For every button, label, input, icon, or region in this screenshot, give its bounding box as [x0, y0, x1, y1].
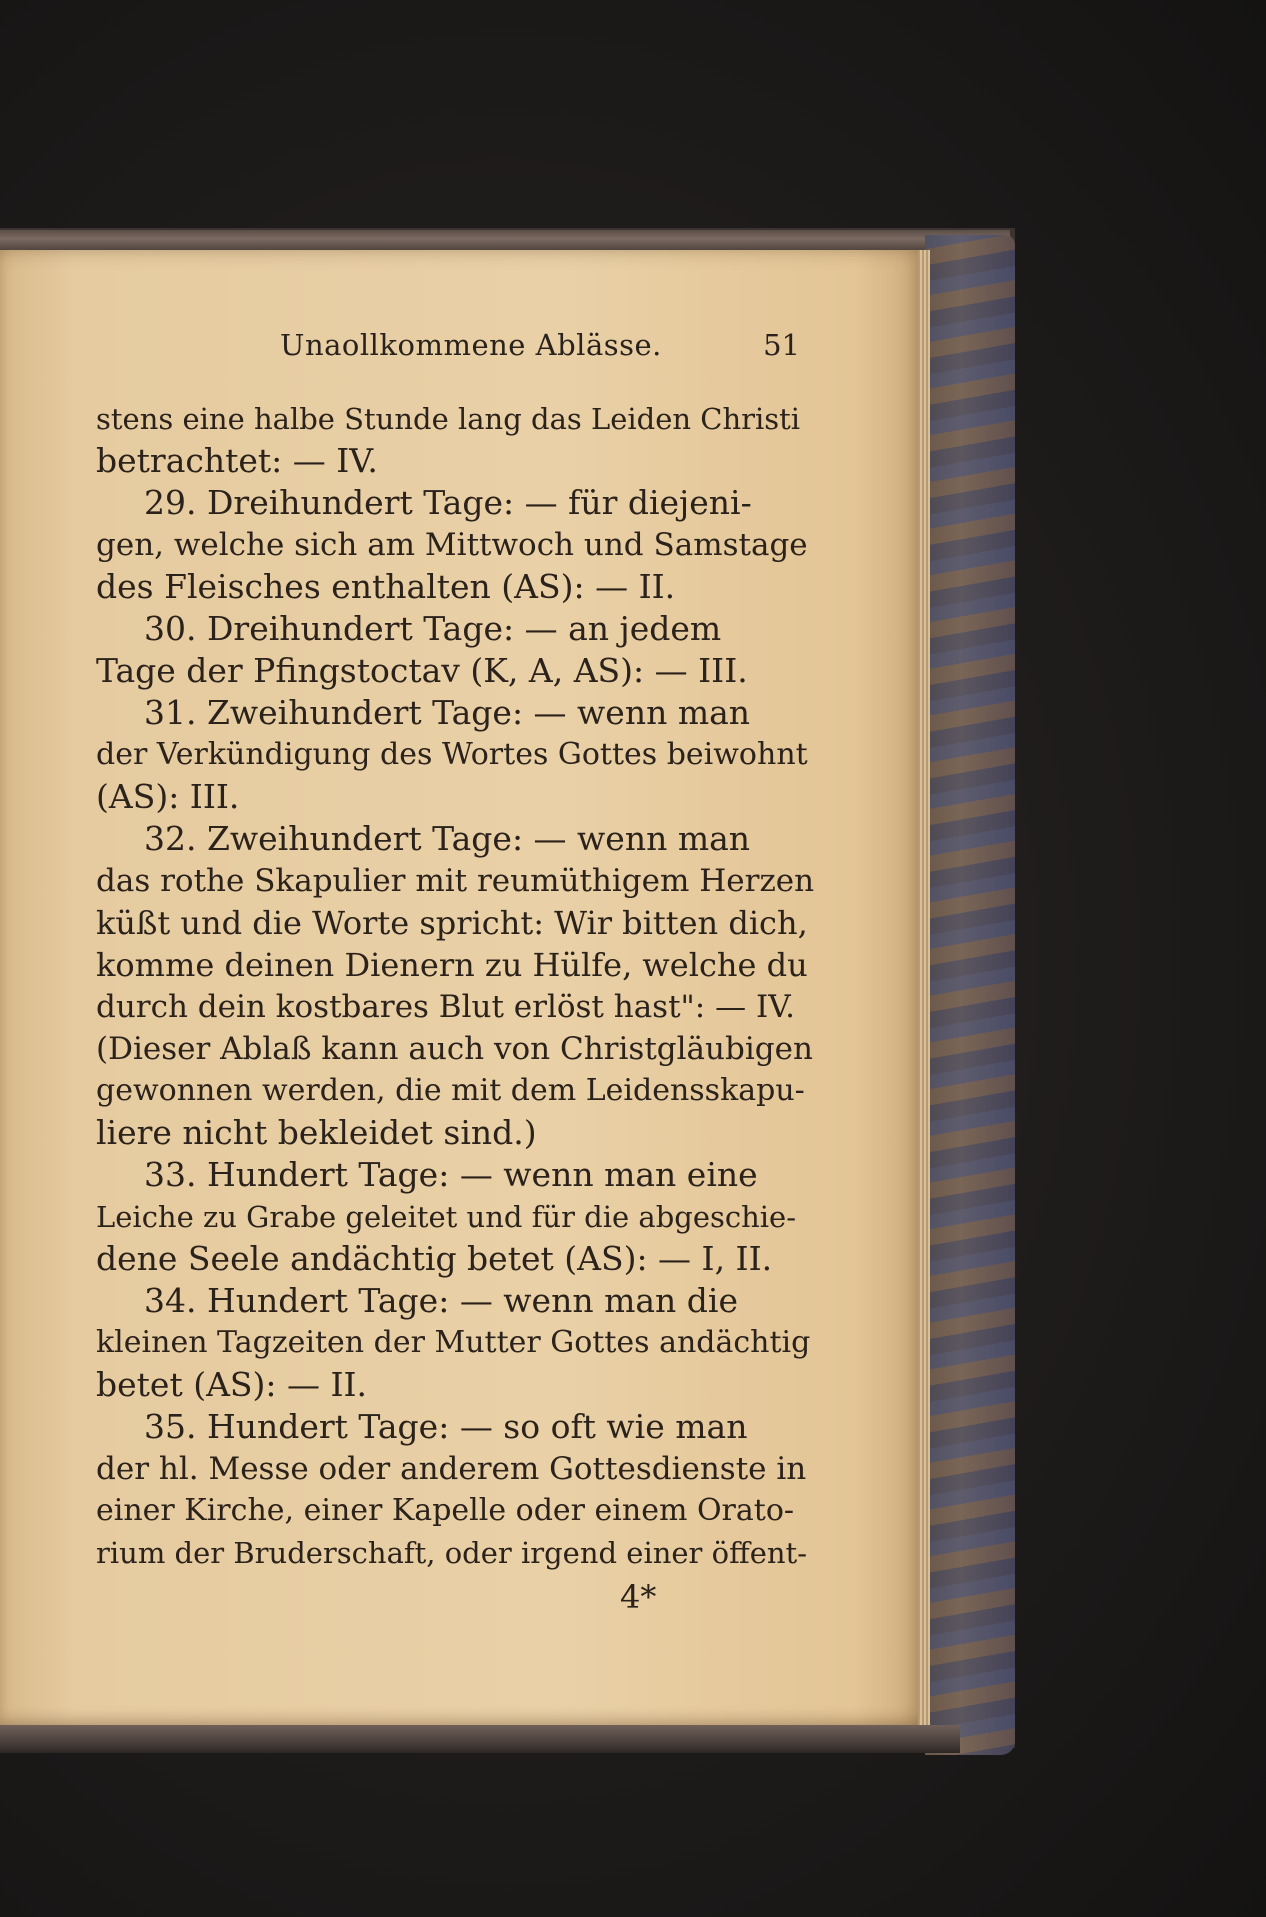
text-line: stens eine halbe Stunde lang das Leiden Christi [96, 402, 801, 436]
text-line: dene Seele andächtig betet (AS): — I, II. [96, 1239, 773, 1278]
text-line: 33. Hundert Tage: — wenn man eine [144, 1155, 758, 1194]
text-line: das rothe Skapulier mit reumüthigem Herzen [96, 863, 815, 899]
text-line: komme deinen Dienern zu Hülfe, welche du [96, 946, 808, 984]
book-bottom-edge [0, 1725, 960, 1753]
body-text [96, 398, 816, 1574]
text-line: liere nicht bekleidet sind.) [96, 1113, 537, 1152]
text-line: (AS): III. [96, 777, 240, 816]
running-title: Unaollkommene Ablässe. [280, 328, 662, 362]
text-line: kleinen Tagzeiten der Mutter Gottes andächtig [96, 1325, 811, 1360]
text-line: (Dieser Ablaß kann auch von Christgläubigen [96, 1031, 813, 1067]
text-line: der Verkündigung des Wortes Gottes beiwohnt [96, 737, 808, 772]
book-top-edge [0, 230, 1010, 252]
text-line: rium der Bruderschaft, oder irgend einer öffent- [96, 1536, 807, 1570]
signature-mark: 4* [620, 1578, 657, 1616]
text-line: 29. Dreihundert Tage: — für diejeni- [144, 483, 752, 522]
text-line: des Fleisches enthalten (AS): — II. [96, 567, 676, 606]
page-header [280, 322, 800, 368]
text-line: 35. Hundert Tage: — so oft wie man [144, 1407, 748, 1446]
text-line: 30. Dreihundert Tage: — an jedem [144, 609, 722, 648]
text-line: 31. Zweihundert Tage: — wenn man [144, 693, 751, 732]
text-line: 34. Hundert Tage: — wenn man die [144, 1281, 738, 1320]
text-line: Leiche zu Grabe geleitet und für die abgeschie- [96, 1200, 797, 1234]
text-line: der hl. Messe oder anderem Gottesdienste in [96, 1451, 807, 1487]
page-fore-edge [918, 250, 930, 1730]
text-line: durch dein kostbares Blut erlöst hast": — IV. [96, 989, 796, 1025]
marbled-cover [925, 235, 1015, 1755]
text-line: einer Kirche, einer Kapelle oder einem Orato- [96, 1493, 795, 1528]
text-line: betet (AS): — II. [96, 1365, 368, 1404]
text-line: küßt und die Worte spricht: Wir bitten dich, [96, 904, 808, 942]
text-line: gewonnen werden, die mit dem Leidensskapu- [96, 1073, 805, 1108]
text-line: betrachtet: — IV. [96, 441, 378, 480]
text-line: Tage der Pfingstoctav (K, A, AS): — III. [96, 651, 748, 690]
page-number: 51 [763, 328, 800, 362]
text-line: 32. Zweihundert Tage: — wenn man [144, 819, 751, 858]
text-line: gen, welche sich am Mittwoch und Samstage [96, 527, 808, 563]
